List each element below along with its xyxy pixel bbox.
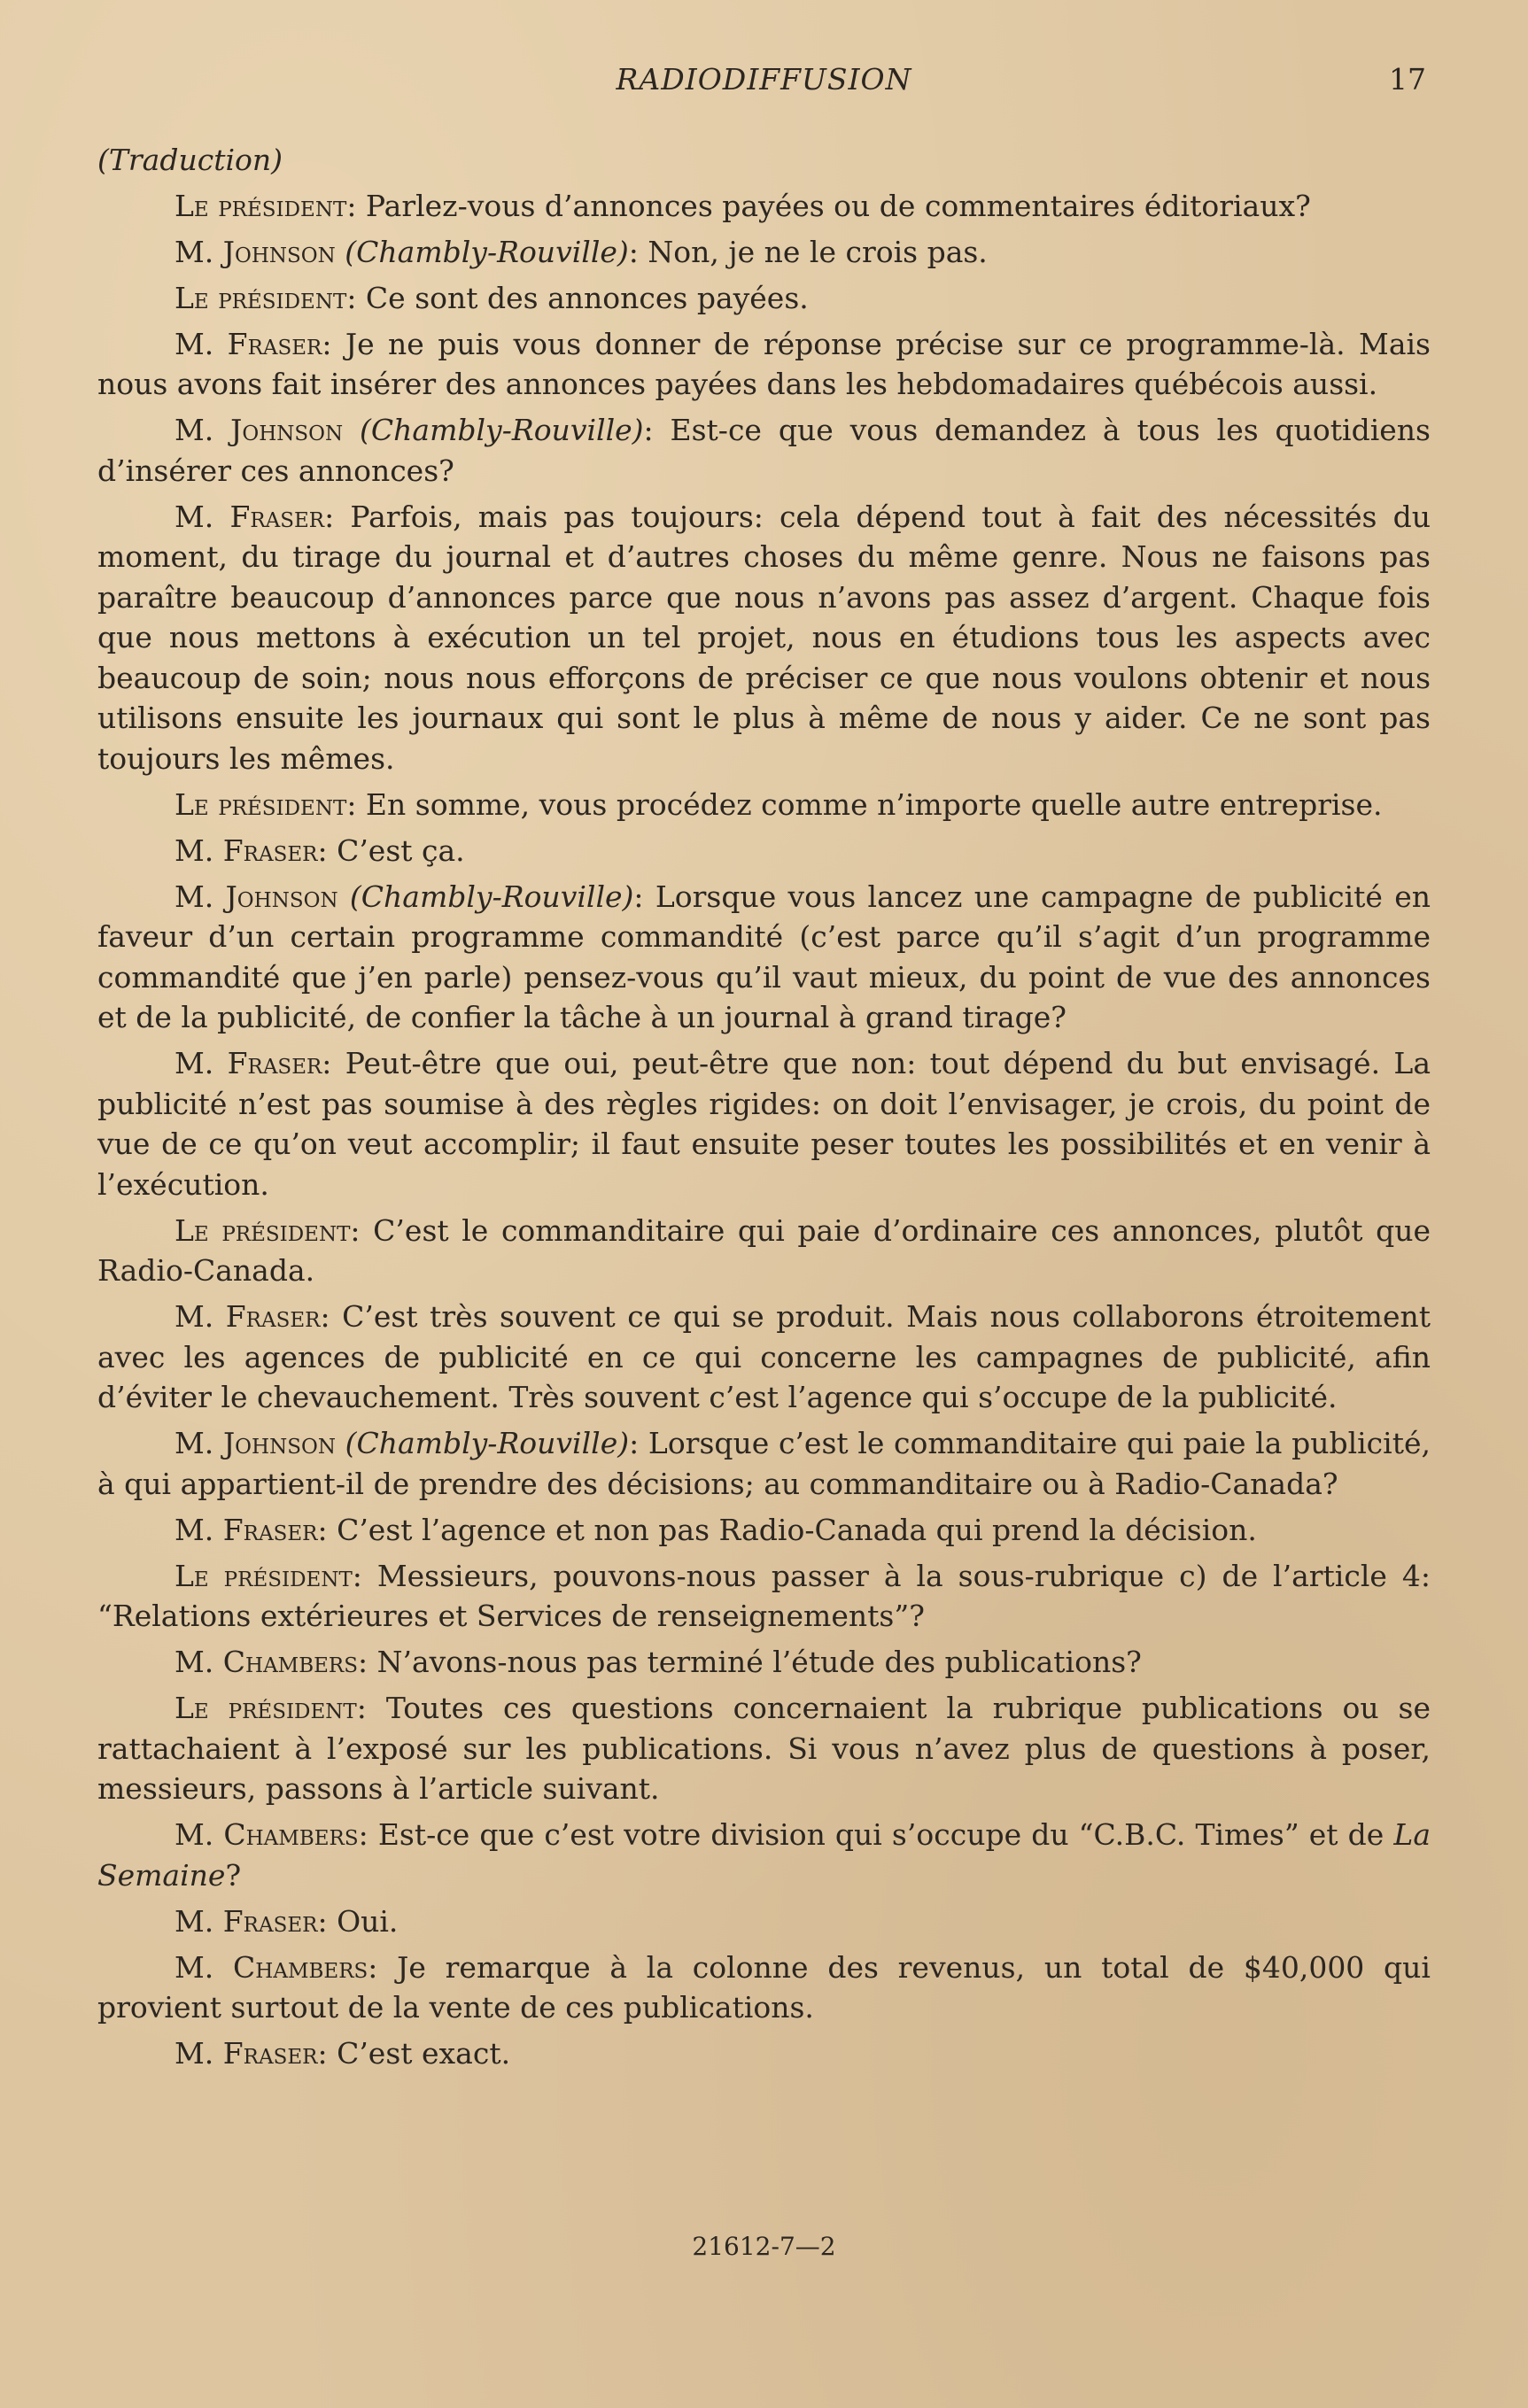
speaker-name: Le président: (175, 1691, 367, 1725)
paragraph-list (97, 186, 1431, 2074)
paragraph-text: C’est exact. (327, 2036, 511, 2071)
paragraph (97, 1510, 1431, 1551)
speaker-name: Le président: (175, 188, 357, 223)
speaker-name: M. Fraser: (175, 1046, 332, 1080)
paragraph (97, 410, 1431, 491)
speaker-name: M. Johnson (175, 234, 336, 269)
printer-code: 21612-7—2 (692, 2232, 836, 2261)
paragraph-text: Messieurs, pouvons-nous passer à la sous-rubrique c) de l’article 4: “Relations extérieures et Services de renseignements”? (97, 1558, 1431, 1633)
speaker-name: Le président: (175, 1212, 361, 1248)
paragraph-text: : Est-ce que vous demandez à tous les quotidiens d’insérer ces annonces? (97, 413, 1431, 488)
paragraph-text: N’avons-nous pas terminé l’étude des publications? (368, 1645, 1142, 1679)
speaker-name: M. Chambers: (175, 1817, 368, 1852)
paragraph-text: Oui. (327, 1903, 399, 1939)
paragraph-text: C’est ça. (327, 832, 465, 868)
speaker-name: M. Johnson (175, 413, 344, 447)
speaker-name: M. Fraser: (175, 832, 328, 868)
speaker-name: M. Fraser: (175, 499, 335, 534)
speaker-name: M. Fraser: (175, 1299, 330, 1334)
paragraph (97, 1947, 1431, 2028)
paragraph-text: C’est le commanditaire qui paie d’ordinaire ces annonces, plutôt que Radio-Canada. (97, 1212, 1431, 1288)
speaker-name: M. Fraser: (175, 2036, 328, 2071)
speaker-name: M. Fraser: (175, 1512, 328, 1547)
speaker-name: Le président: (175, 786, 357, 822)
paragraph (97, 1642, 1431, 1683)
paragraph (97, 324, 1431, 405)
paragraph-text: Je remarque à la colonne des revenus, un total de $40,000 qui provient surtout de la vente de ces publications. (97, 1949, 1431, 2025)
speaker-name: M. Fraser: (175, 1903, 328, 1939)
running-title: RADIODIFFUSION (616, 62, 912, 97)
paragraph-text: : Lorsque vous lancez une campagne de publicité en faveur d’un certain programme commandité (c’est parce qu’il s’agit d’un programme commandité que j’en parle) pensez-vous qu’il vaut mieux, du point de vue des annonces et de la publicité, de confier la tâche à un journal à grand tirage? (97, 879, 1431, 1034)
paragraph-text-tail: ? (225, 1857, 242, 1893)
page-header (0, 58, 1528, 103)
paragraph (97, 1423, 1431, 1504)
speaker-name: M. Chambers: (175, 1645, 368, 1679)
paragraph (97, 1901, 1431, 1942)
paragraph (97, 186, 1431, 227)
paragraph (97, 497, 1431, 779)
paragraph (97, 1556, 1431, 1637)
speaker-name: M. Fraser: (175, 326, 332, 361)
paragraph (97, 278, 1431, 319)
paragraph-text: Parfois, mais pas toujours: cela dépend tout à fait des nécessités du moment, du tirage du journal et d’autres choses du même genre. Nous ne faisons pas paraître beaucoup d’annonces parce que nous n’avons pas assez d’argent. Chaque fois que nous mettons à exécution un tel projet, nous en étudions tous les aspects avec beaucoup de soin; nous nous efforçons de préciser ce que nous voulons obtenir et nous utilisons ensuite les journaux qui sont le plus à même de nous y aider. Ce ne sont pas toujours les mêmes. (97, 499, 1431, 776)
speaker-name: M. Chambers: (175, 1949, 378, 1985)
paragraph-text: C’est l’agence et non pas Radio-Canada qui prend la décision. (327, 1512, 1257, 1547)
paragraph-text: Je ne puis vous donner de réponse précise sur ce programme-là. Mais nous avons fait insérer des annonces payées dans les hebdomadaires québécois aussi. (97, 326, 1431, 401)
paragraph (97, 1815, 1431, 1895)
paragraph (97, 232, 1431, 273)
paragraph (97, 1688, 1431, 1809)
riding-name: (Chambly-Rouville) (360, 413, 644, 447)
speaker-name: M. Johnson (175, 879, 338, 914)
body-text (97, 140, 1431, 2079)
riding-name: (Chambly-Rouville) (345, 234, 629, 269)
paragraph (97, 1043, 1431, 1204)
page-number: 17 (1389, 62, 1426, 97)
paragraph-text: Ce sont des annonces payées. (356, 280, 809, 315)
speaker-name: Le président: (175, 280, 357, 315)
paragraph-text: Toutes ces questions concernaient la rubrique publications ou se rattachaient à l’exposé sur les publications. Si vous n’avez plus de questions à poser, messieurs, passons à l’article suivant. (97, 1691, 1431, 1806)
paragraph (97, 785, 1431, 825)
speaker-name: M. Johnson (175, 1426, 336, 1460)
paragraph-text: Parlez-vous d’annonces payées ou de commentaires éditoriaux? (356, 188, 1311, 223)
section-label: (Traduction) (97, 143, 283, 177)
publication-title: La Semaine (97, 1817, 1431, 1893)
paragraph-text: : Non, je ne le crois pas. (628, 234, 988, 269)
paragraph (97, 831, 1431, 871)
paragraph-text: Peut-être que oui, peut-être que non: tout dépend du but envisagé. La publicité n’est pas soumise à des règles rigides: on doit l’envisager, je crois, du point de vue de ce qu’on veut accomplir; il faut ensuite peser toutes les possibilités et en venir à l’exécution. (97, 1046, 1431, 1202)
paragraph (97, 1211, 1431, 1291)
riding-name: (Chambly-Rouville) (349, 879, 634, 914)
paragraph (97, 2033, 1431, 2074)
speaker-name: Le président: (175, 1558, 362, 1593)
paragraph-text: En somme, vous procédez comme n’importe quelle autre entreprise. (356, 786, 1383, 822)
riding-name: (Chambly-Rouville) (345, 1426, 630, 1460)
paragraph-text: C’est très souvent ce qui se produit. Mais nous collaborons étroitement avec les agences de publicité en ce qui concerne les campagnes de publicité, afin d’éviter le chevauchement. Très souvent c’est l’agence qui s’occupe de la publicité. (97, 1299, 1431, 1414)
paragraph (97, 1297, 1431, 1418)
paragraph-text: : Lorsque c’est le commanditaire qui paie la publicité, à qui appartient-il de prendre des décisions; au commanditaire ou à Radio-Canada? (97, 1426, 1431, 1501)
paragraph (97, 877, 1431, 1038)
paragraph-text: Est-ce que c’est votre division qui s’occupe du “C.B.C. Times” et de (368, 1817, 1394, 1852)
